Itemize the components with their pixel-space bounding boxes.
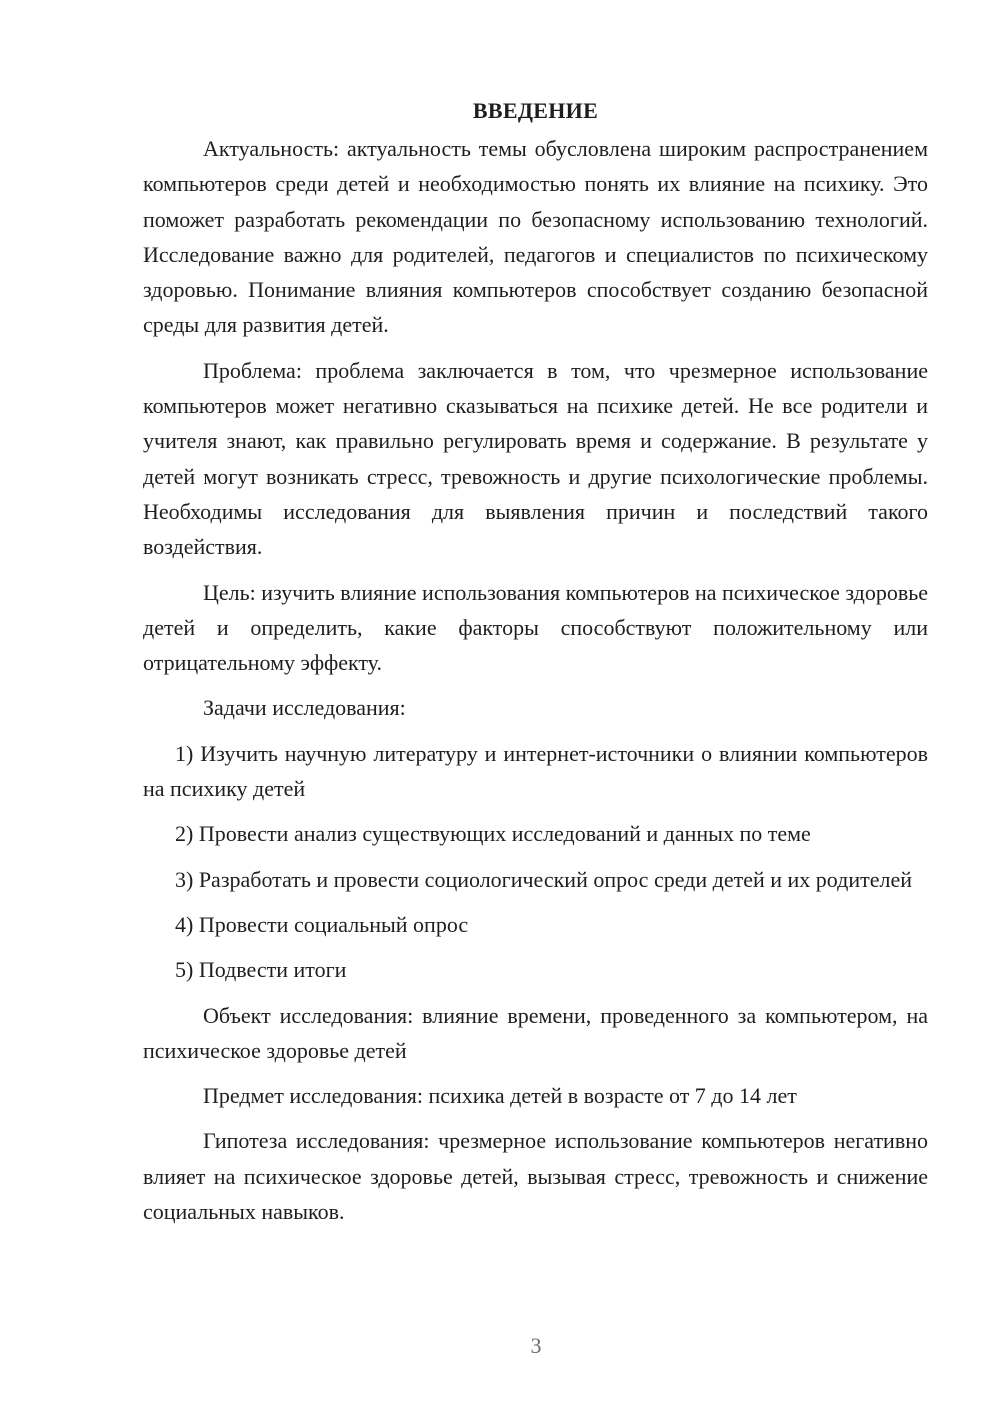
problem-paragraph: Проблема: проблема заключается в том, что чрезмерное использование компьютеров может негативно сказываться на психике детей. Не все родители и учителя знают, как правильно регулировать время и содержание. В результате у детей могут возникать стресс, тревожность и другие психологические проблемы. Необходимы исследования для выявления причин и последствий такого воздействия.: [143, 357, 928, 560]
section-heading: ВВЕДЕНИЕ: [472, 98, 599, 123]
page-number: 3: [530, 1333, 542, 1358]
object-paragraph: Объект исследования: влияние времени, проведенного за компьютером, на психическое здоровье детей: [143, 1002, 928, 1063]
relevance-paragraph: Актуальность: актуальность темы обусловлена широким распространением компьютеров среди детей и необходимостью понять их влияние на психику. Это поможет разработать рекомендации по безопасному использованию технологий. Исследование важно для родителей, педагогов и специалистов по психическому здоровью. Понимание влияния компьютеров способствует созданию безопасной среды для развития детей.: [143, 136, 928, 338]
subject-paragraph: Предмет исследования: психика детей в возрасте от 7 до 14 лет: [203, 1083, 797, 1109]
goal-paragraph: Цель: изучить влияние использования компьютеров на психическое здоровье детей и определить, какие факторы способствуют положительному или отрицательному эффекту.: [143, 579, 929, 676]
task-item-2: 2) Провести анализ существующих исследований и данных по теме: [175, 821, 811, 847]
task-item-4: 4) Провести социальный опрос: [175, 911, 469, 937]
task-item-1: 1) Изучить научную литературу и интернет-источники о влиянии компьютеров на психику детей: [143, 740, 928, 802]
task-item-5: 5) Подвести итоги: [175, 957, 347, 983]
hypothesis-paragraph: Гипотеза исследования: чрезмерное использование компьютеров негативно влияет на психическое здоровье детей, вызывая стресс, тревожность и снижение социальных навыков.: [143, 1128, 928, 1225]
task-item-3: 3) Разработать и провести социологический опрос среди детей и их родителей: [175, 866, 913, 892]
document-page: [143, 95, 928, 1239]
tasks-title: Задачи исследования:: [203, 695, 406, 721]
